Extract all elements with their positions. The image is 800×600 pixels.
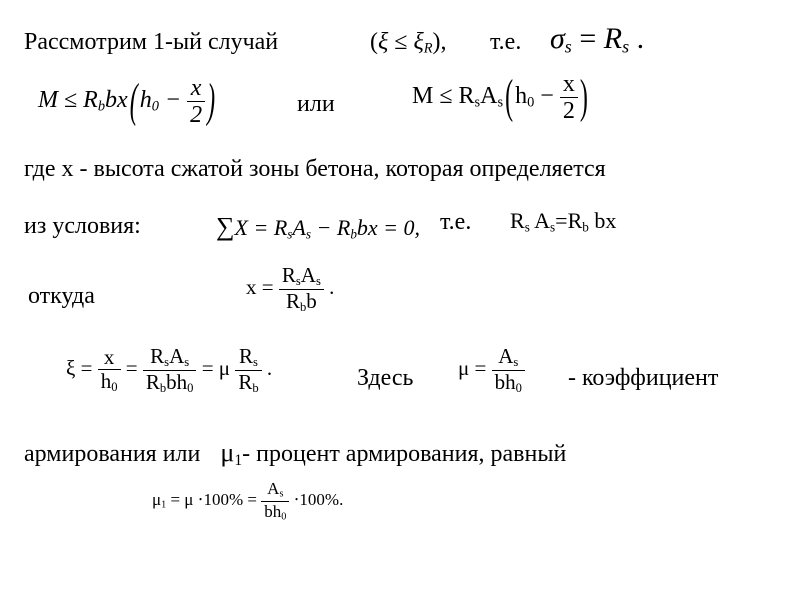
armirovaniya-label: армирования или	[24, 441, 201, 467]
condition-label: из условия:	[24, 213, 141, 239]
intro-text: Рассмотрим 1-ый случай	[24, 29, 279, 55]
armirovaniya-text	[24, 440, 566, 468]
mu-formula: μ = $\frac{A_s}{bh_0}$	[458, 346, 525, 394]
equilibrium-formula: $\sum X = R_sA_s - R_bbx = 0$,	[216, 212, 421, 242]
condition-formula: $(\xi \le \xi_R)$,	[370, 29, 447, 57]
percent-label: - процент армирования, равный	[242, 441, 567, 467]
koef-label: - коэффициент	[568, 365, 719, 391]
mu1-formula: $\mu_1 = \mu \cdot 100\%$ = $\frac{A_s}{bh_0}$ ⋅100%.	[152, 479, 344, 523]
equilibrium-eq: $R_s$ $A_s=R_b$ bx	[510, 208, 617, 235]
x-formula: x = $\frac{R_sA_s}{R_bb}$ .	[246, 263, 335, 314]
xi-formula: ξ = $\frac{x}{h_0}$ = $\frac{R_sA_s}{R_bbh_0}$ = μ $\frac{R_s}{R_b}$ .	[66, 344, 273, 395]
zdes-label: Здесь	[357, 365, 414, 391]
otkuda-label: откуда	[28, 283, 95, 309]
sigma-formula: $\sigma_s = R_s$ .	[550, 22, 645, 57]
mu1-symbol: $\mu_1$	[220, 438, 243, 469]
moment-formula-left: $M \le R_bbx(h_0$ − $\frac{x}{2}$ )	[38, 75, 216, 128]
ili-label: или	[297, 91, 335, 117]
te-label-2: т.е.	[440, 209, 472, 235]
definition-text: где x - высота сжатой зоны бетона, которая определяется	[24, 156, 606, 182]
moment-formula-right: $M \le R_sA_s(h_0$ − $\frac{x}{2}$ )	[412, 71, 588, 124]
te-label-1: т.е.	[490, 29, 522, 55]
